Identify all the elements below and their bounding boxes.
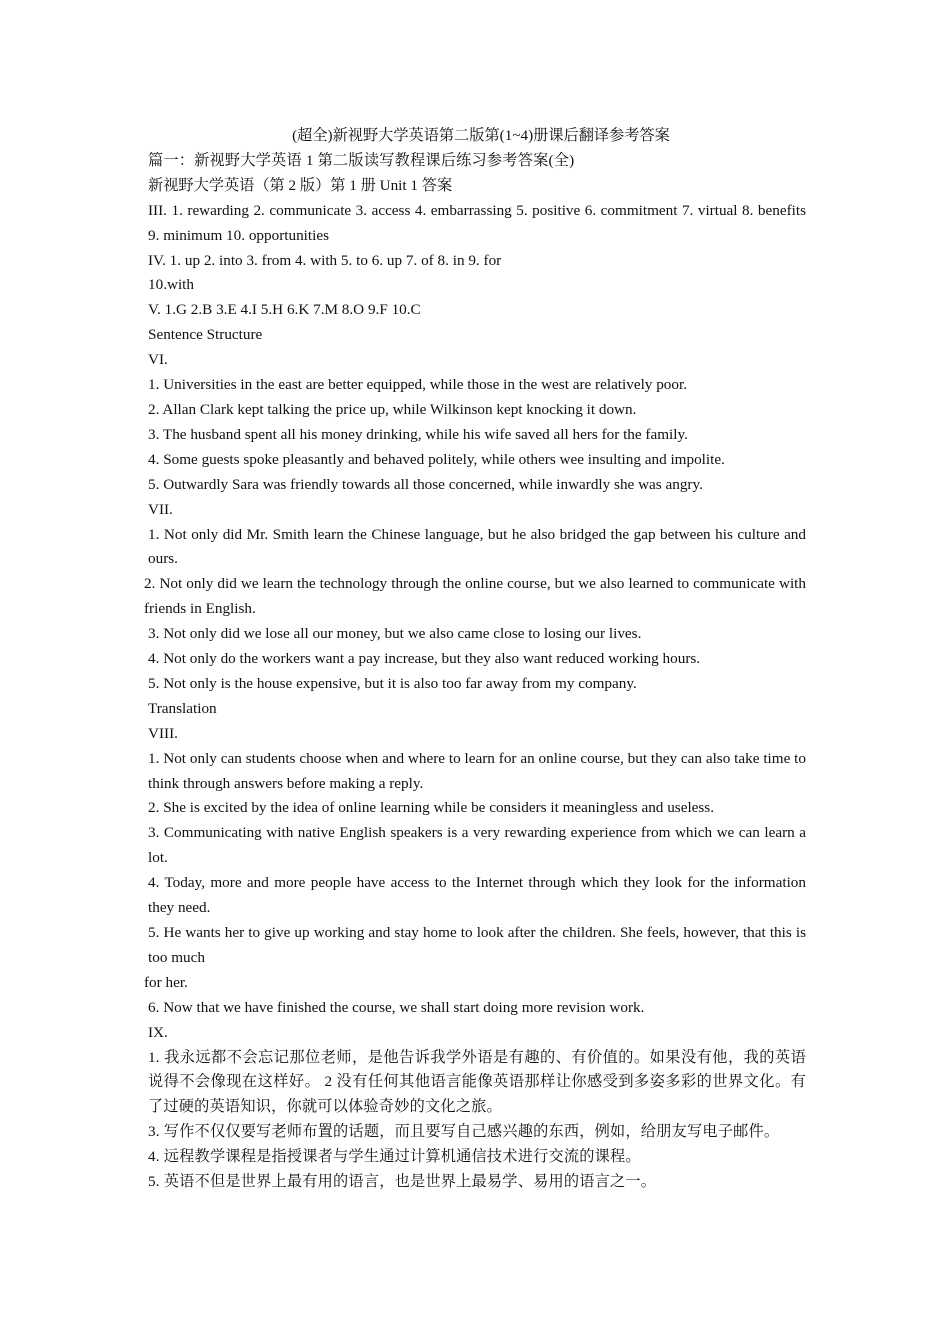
answer-line: 4. Some guests spoke pleasantly and behaved politely, while others wee insulting and impolite. xyxy=(148,450,725,468)
answer-line: 2. She is excited by the idea of online learning while be considers it meaningless and useless. xyxy=(148,799,715,817)
answer-line: 5. He wants her to give up working and stay home to look after the children. She feels, however, that this is too much xyxy=(148,924,806,966)
answer-line: 10.with xyxy=(148,276,194,294)
answer-line: 4. Today, more and more people have access to the Internet through which they look for the information they need. xyxy=(148,874,806,917)
document-body xyxy=(144,124,806,1195)
answer-line: 5. 英语不但是世界上最有用的语言，也是世界上最易学、易用的语言之一。 xyxy=(148,1173,657,1191)
answer-line: 6. Now that we have finished the course, we shall start doing more revision work. xyxy=(148,998,645,1016)
section-heading: 篇一：新视野大学英语 1 第二版读写教程课后练习参考答案(全) xyxy=(148,151,575,169)
answer-line: for her. xyxy=(144,973,188,991)
document-title: (超全)新视野大学英语第二版第(1~4)册课后翻译参考答案 xyxy=(292,127,670,144)
answer-line: 5. Outwardly Sara was friendly towards all those concerned, while inwardly she was angry. xyxy=(148,475,703,493)
answer-line: 1. Not only can students choose when and where to learn for an online course, but they can also take time to think through answers before making a reply. xyxy=(148,749,806,792)
unit-heading: 新视野大学英语（第 2 版）第 1 册 Unit 1 答案 xyxy=(148,176,453,194)
answer-line: 1. Not only did Mr. Smith learn the Chinese language, but he also bridged the gap between his culture and ours. xyxy=(148,525,806,568)
exercise-label: VII. xyxy=(148,500,173,518)
answer-line: IV. 1. up 2. into 3. from 4. with 5. to 6. up 7. of 8. in 9. for xyxy=(148,251,502,269)
subsection-heading: Translation xyxy=(148,699,217,717)
exercise-label: VIII. xyxy=(148,724,178,742)
answer-line: III. 1. rewarding 2. communicate 3. access 4. embarrassing 5. positive 6. commitment 7. virtual 8. benefits 9. minimum 10. opportunities xyxy=(148,201,806,244)
subsection-heading: Sentence Structure xyxy=(148,326,263,344)
answer-line: V. 1.G 2.B 3.E 4.I 5.H 6.K 7.M 8.O 9.F 10.C xyxy=(148,301,421,319)
answer-line: 3. Communicating with native English speakers is a very rewarding experience from which we can learn a lot. xyxy=(148,824,806,867)
answer-line: 2. Not only did we learn the technology through the online course, but we also learned to communicate with friends in English. xyxy=(144,575,806,618)
answer-line: 5. Not only is the house expensive, but it is also too far away from my company. xyxy=(148,674,637,692)
exercise-label: VI. xyxy=(148,351,168,369)
answer-line: 3. The husband spent all his money drinking, while his wife saved all hers for the family. xyxy=(148,425,688,443)
answer-line: 4. Not only do the workers want a pay increase, but they also want reduced working hours. xyxy=(148,650,701,668)
answer-line: 3. Not only did we lose all our money, but we also came close to losing our lives. xyxy=(148,625,642,643)
answer-line: 1. Universities in the east are better equipped, while those in the west are relatively poor. xyxy=(148,376,687,394)
answer-line: 2. Allan Clark kept talking the price up, while Wilkinson kept knocking it down. xyxy=(148,400,637,418)
exercise-label: IX. xyxy=(148,1023,168,1041)
answer-line: 1. 我永远都不会忘记那位老师，是他告诉我学外语是有趣的、有价值的。如果没有他，我的英语说得不会像现在这样好。 2 没有任何其他语言能像英语那样让你感受到多姿多彩的世界文化。有了过硬的英语知识，你就可以体验奇妙的文化之旅。 xyxy=(148,1048,806,1116)
answer-line: 3. 写作不仅仅要写老师布置的话题，而且要写自己感兴趣的东西，例如，给朋友写电子邮件。 xyxy=(148,1123,780,1141)
answer-line: 4. 远程教学课程是指授课者与学生通过计算机通信技术进行交流的课程。 xyxy=(148,1148,641,1166)
